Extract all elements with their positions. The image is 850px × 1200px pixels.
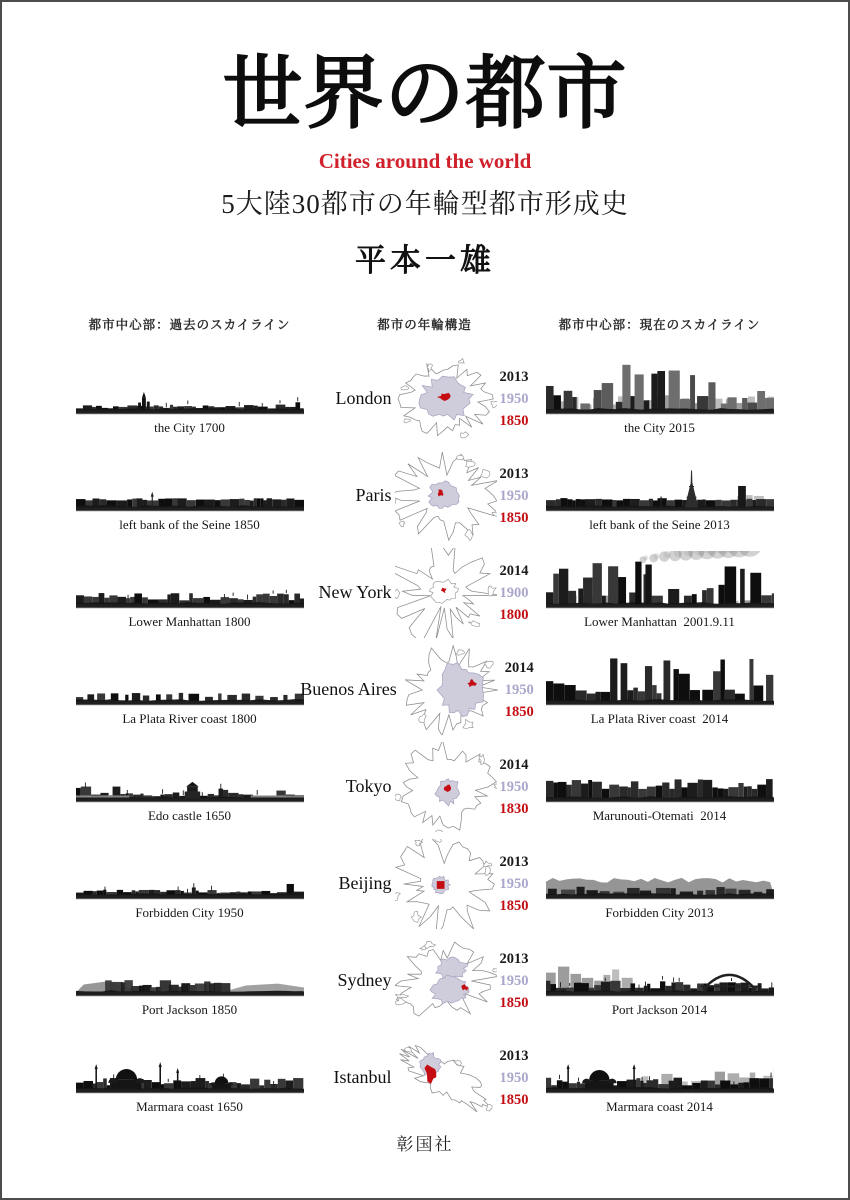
past-skyline-panel	[72, 835, 307, 932]
present-skyline-caption: La Plata River coast 2014	[590, 711, 729, 726]
present-skyline-caption: Lower Manhattan 2001.9.11	[584, 614, 735, 629]
present-skyline-caption: Forbidden City 2013	[605, 905, 714, 920]
past-skyline-caption: the City 1700	[154, 420, 225, 435]
present-skyline-caption: Port Jackson 2014	[611, 1002, 708, 1017]
year-label-old: 1850	[499, 1091, 529, 1108]
past-skyline-art	[76, 551, 304, 613]
year-label-old: 1850	[504, 703, 534, 720]
city-name: Sydney	[337, 970, 392, 990]
past-skyline-panel	[72, 447, 307, 544]
year-label-mid: 1950	[499, 778, 529, 795]
present-skyline-panel	[542, 738, 777, 835]
book-title: 世界の都市	[222, 49, 628, 138]
past-skyline-caption: left bank of the Seine 1850	[119, 517, 260, 532]
ring-year-legend	[497, 1045, 544, 1111]
column-header-past: 都市中心部：過去のスカイライン	[88, 318, 291, 332]
column-header-rings: 都市の年輪構造	[377, 318, 472, 332]
growth-ring-map-icon	[395, 839, 497, 929]
growth-ring-map-icon	[395, 936, 497, 1026]
publisher-name: 彰国社	[396, 1135, 454, 1154]
present-skyline-caption: left bank of the Seine 2013	[589, 517, 730, 532]
year-label-recent: 2013	[499, 465, 529, 482]
past-skyline-art	[76, 648, 304, 710]
year-label-old: 1850	[499, 897, 529, 914]
past-skyline-caption: Lower Manhattan 1800	[128, 614, 251, 629]
city-row	[72, 447, 777, 544]
city-name: Beijing	[338, 873, 392, 893]
city-row	[72, 641, 777, 738]
year-label-mid: 1950	[499, 875, 529, 892]
city-row	[72, 835, 777, 932]
past-skyline-panel	[72, 1029, 307, 1126]
present-skyline-art	[546, 454, 774, 516]
year-label-recent: 2014	[499, 756, 529, 773]
growth-ring-map-icon	[395, 742, 497, 832]
growth-ring-map-icon	[395, 1033, 497, 1123]
growth-ring-panel	[307, 447, 542, 544]
present-skyline-caption: the City 2015	[624, 420, 695, 435]
past-skyline-panel	[72, 738, 307, 835]
past-skyline-panel	[72, 932, 307, 1029]
city-name: Buenos Aires	[300, 679, 397, 699]
ring-year-legend	[497, 948, 544, 1014]
present-skyline-panel	[542, 1029, 777, 1126]
book-subtitle-english: Cities around the world	[318, 149, 532, 173]
present-skyline-caption: Marunouti-Otemati 2014	[592, 808, 727, 823]
growth-ring-panel	[307, 544, 542, 641]
present-skyline-panel	[542, 544, 777, 641]
growth-ring-map-icon	[395, 354, 497, 444]
present-skyline-art	[546, 357, 774, 419]
author-name: 平本一雄	[355, 243, 495, 278]
present-skyline-art	[546, 648, 774, 710]
past-skyline-caption: Forbidden City 1950	[135, 905, 244, 920]
growth-ring-panel	[307, 835, 542, 932]
present-skyline-panel	[542, 447, 777, 544]
city-name: Tokyo	[345, 776, 392, 796]
growth-ring-panel	[307, 738, 542, 835]
city-name: London	[335, 388, 392, 408]
column-header-present: 都市中心部：現在のスカイライン	[558, 318, 761, 332]
present-skyline-panel	[542, 350, 777, 447]
past-skyline-art	[76, 454, 304, 516]
city-row	[72, 738, 777, 835]
present-skyline-art	[546, 1036, 774, 1098]
column-headers	[72, 315, 777, 333]
rows-grid	[72, 350, 777, 1126]
present-skyline-panel	[542, 932, 777, 1029]
ring-year-legend	[497, 754, 544, 820]
past-skyline-panel	[72, 544, 307, 641]
year-label-mid: 1950	[499, 972, 529, 989]
year-label-mid: 1900	[499, 584, 529, 601]
year-label-recent: 2013	[499, 950, 529, 967]
year-label-mid: 1950	[499, 390, 529, 407]
past-skyline-caption: La Plata River coast 1800	[122, 711, 257, 726]
city-name: New York	[318, 582, 392, 602]
year-label-old: 1850	[499, 412, 529, 429]
past-skyline-panel	[72, 641, 307, 738]
year-label-old: 1830	[499, 800, 529, 817]
present-skyline-art	[546, 551, 774, 613]
city-row	[72, 350, 777, 447]
book-subtitle-japanese: 5大陸30都市の年輪型都市形成史	[221, 189, 629, 219]
past-skyline-art	[76, 939, 304, 1001]
year-label-recent: 2013	[499, 1047, 529, 1064]
present-skyline-art	[546, 939, 774, 1001]
ring-year-legend	[497, 463, 544, 529]
year-label-old: 1850	[499, 994, 529, 1011]
year-label-recent: 2014	[499, 562, 529, 579]
year-label-recent: 2013	[499, 368, 529, 385]
present-skyline-caption: Marmara coast 2014	[606, 1099, 713, 1114]
city-name: Paris	[355, 485, 392, 505]
growth-ring-panel	[307, 350, 542, 447]
ring-year-legend	[497, 366, 544, 432]
year-label-recent: 2013	[499, 853, 529, 870]
city-row	[72, 932, 777, 1029]
past-skyline-caption: Port Jackson 1850	[141, 1002, 238, 1017]
growth-ring-map-icon	[395, 451, 497, 541]
growth-ring-map-icon	[395, 548, 497, 638]
year-label-recent: 2014	[504, 659, 534, 676]
city-row	[72, 1029, 777, 1126]
year-label-mid: 1950	[499, 487, 529, 504]
year-label-mid: 1950	[504, 681, 534, 698]
past-skyline-art	[76, 1036, 304, 1098]
present-skyline-panel	[542, 835, 777, 932]
year-label-old: 1850	[499, 509, 529, 526]
past-skyline-panel	[72, 350, 307, 447]
growth-ring-panel	[300, 641, 542, 738]
year-label-old: 1800	[499, 606, 529, 623]
present-skyline-panel	[542, 641, 777, 738]
growth-ring-panel	[307, 932, 542, 1029]
past-skyline-art	[76, 842, 304, 904]
city-row	[72, 544, 777, 641]
city-name: Istanbul	[333, 1067, 392, 1087]
growth-ring-map-icon	[400, 645, 502, 735]
growth-ring-panel	[307, 1029, 542, 1126]
past-skyline-caption: Edo castle 1650	[147, 808, 232, 823]
year-label-mid: 1950	[499, 1069, 529, 1086]
past-skyline-art	[76, 357, 304, 419]
present-skyline-art	[546, 842, 774, 904]
ring-year-legend	[497, 560, 544, 626]
past-skyline-art	[76, 745, 304, 807]
past-skyline-caption: Marmara coast 1650	[136, 1099, 243, 1114]
ring-year-legend	[497, 851, 544, 917]
present-skyline-art	[546, 745, 774, 807]
